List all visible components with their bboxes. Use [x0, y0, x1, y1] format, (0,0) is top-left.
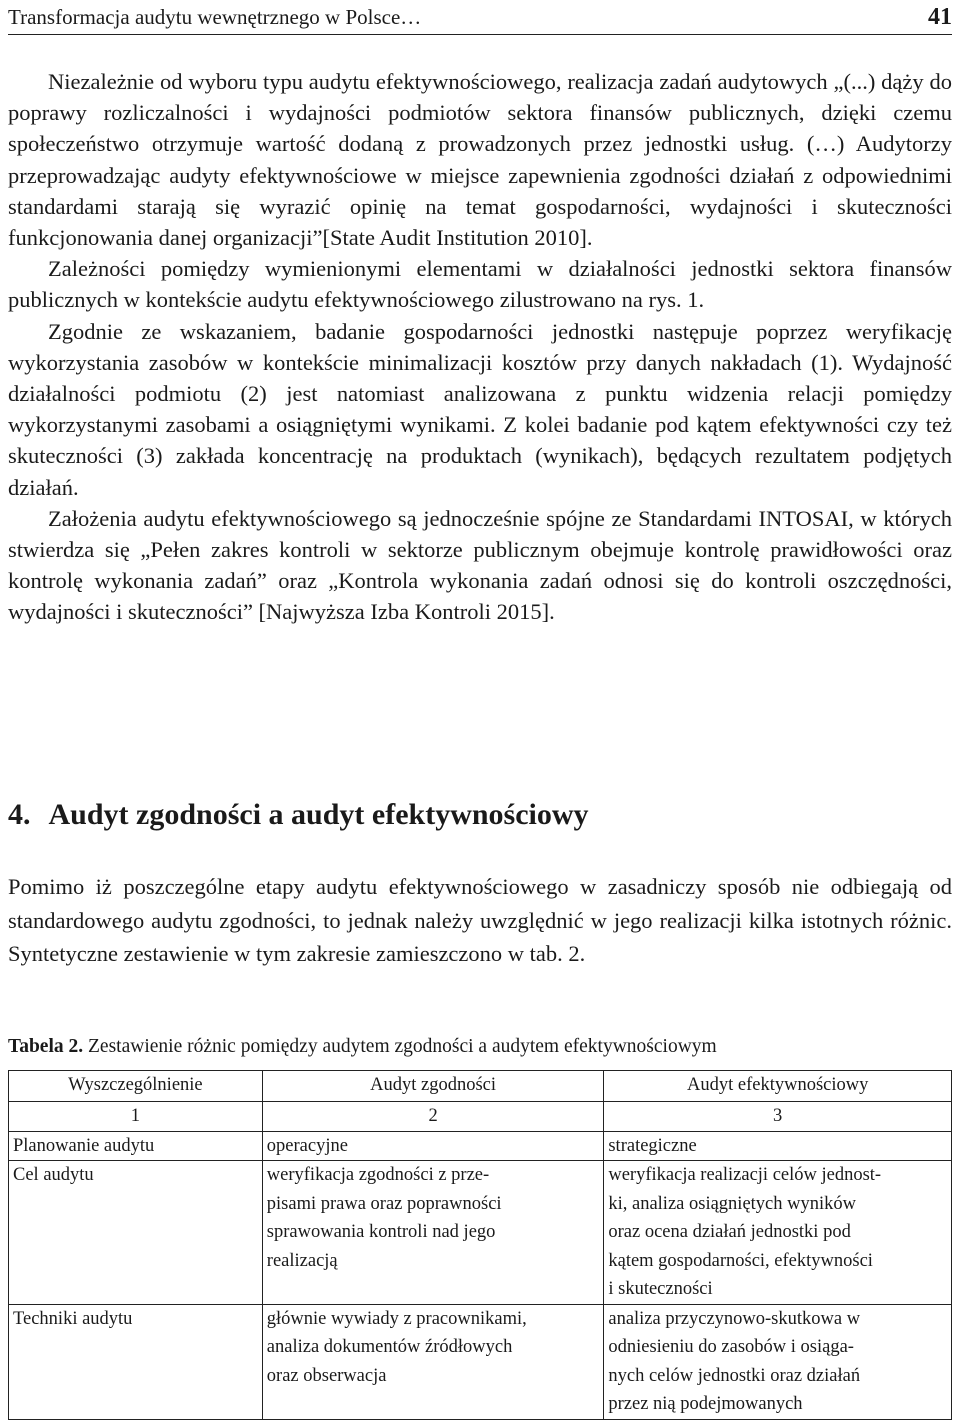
cell-line: oraz ocena działań jednostki pod	[608, 1222, 851, 1242]
row-label: Techniki audytu	[9, 1304, 263, 1419]
section-title: Audyt zgodności a audyt efektywnościowy	[48, 798, 589, 831]
cell-line: operacyjne	[266, 1135, 348, 1156]
table-caption-text: Zestawienie różnic pomiędzy audytem zgodności a audytem efektywnościowym	[88, 1036, 717, 1057]
table-column-number-row	[9, 1102, 952, 1132]
header-cell-description: Wyszczególnienie	[9, 1071, 263, 1102]
section-paragraph: Pomimo iż poszczególne etapy audytu efektywnościowego w zasadniczy sposób nie odbiegają od standardowego audytu zgodności, to jednak należy uwzględnić w jego realizacji kilka istotnych różnic. Syntetyczne zestawienie w tym zakresie zamieszczono w tab. 2.	[8, 874, 952, 966]
comparison-table	[8, 1070, 952, 1420]
compliance-cell	[262, 1304, 604, 1419]
running-title: Transformacja audytu wewnętrznego w Polsce…	[8, 4, 422, 29]
paragraph-3: Zgodnie ze wskazaniem, badanie gospodarności jednostki następuje poprzez weryfikację wykorzystania zasobów w kontekście minimalizacji kosztów przy danych nakładach (1). Wydajność działalności podmiotu (2) jest natomiast analizowana z punktu widzenia relacji pomiędzy wykorzystanymi zasobami a osiągniętymi wynikami. Z kolei badanie pod kątem efektywności czy też skuteczności (3) zakłada koncentrację na produktach (wynikach), będących rezultatem podjętych działań.	[8, 318, 952, 500]
column-number: 2	[262, 1102, 604, 1132]
header-cell-performance: Audyt efektywnościowy	[604, 1071, 952, 1102]
cell-line: ki, analiza osiągniętych wyników	[608, 1193, 856, 1214]
performance-cell	[604, 1304, 952, 1419]
table-row	[9, 1131, 952, 1161]
page-number: 41	[928, 3, 952, 30]
cell-line: realizacją	[266, 1250, 338, 1271]
performance-cell	[604, 1131, 952, 1161]
section-number: 4.	[8, 798, 31, 831]
table-caption-label: Tabela 2.	[8, 1036, 84, 1057]
performance-cell	[604, 1161, 952, 1305]
compliance-cell	[262, 1161, 604, 1305]
table-caption	[8, 1036, 717, 1058]
table-row	[9, 1304, 952, 1419]
cell-line: analiza przyczynowo-skutkowa w	[608, 1308, 861, 1329]
running-header	[8, 0, 952, 35]
cell-line: weryfikacja realizacji celów jednost-	[608, 1165, 882, 1185]
row-label: Cel audytu	[9, 1161, 263, 1305]
table-row	[9, 1161, 952, 1305]
cell-line: odniesieniu do zasobów i osiąga-	[608, 1337, 854, 1357]
cell-line: pisami prawa oraz poprawności	[266, 1193, 502, 1214]
compliance-cell	[262, 1131, 604, 1161]
cell-line: analiza dokumentów źródłowych	[266, 1337, 513, 1357]
paragraph-2: Zależności pomiędzy wymienionymi elementami w działalności jednostki sektora finansów publicznych w kontekście audytu efektywnościowego zilustrowano na rys. 1.	[8, 256, 952, 313]
body-text	[8, 66, 952, 628]
cell-line: sprawowania kontroli nad jego	[266, 1222, 496, 1242]
cell-line: strategiczne	[608, 1135, 697, 1156]
cell-line: weryfikacja zgodności z prze-	[266, 1165, 490, 1185]
section-text	[8, 870, 952, 971]
column-number: 1	[9, 1102, 263, 1132]
table-header-row	[9, 1071, 952, 1102]
row-label: Planowanie audytu	[9, 1131, 263, 1161]
cell-line: przez nią podejmowanych	[608, 1394, 803, 1414]
cell-line: oraz obserwacja	[266, 1365, 387, 1386]
column-number: 3	[604, 1102, 952, 1132]
cell-line: głównie wywiady z pracownikami,	[266, 1308, 527, 1329]
cell-line: kątem gospodarności, efektywności	[608, 1250, 873, 1271]
paragraph-4: Założenia audytu efektywnościowego są jednocześnie spójne ze Standardami INTOSAI, w których stwierdza się „Pełen zakres kontroli w sektorze publicznym obejmuje kontrolę prawidłowości oraz kontrolę wykonania zadań” oraz „Kontrola wykonania zadań odnosi się do kontroli oszczędności, wydajności i skuteczności” [Najwyższa Izba Kontroli 2015].	[8, 505, 952, 625]
paragraph-1: Niezależnie od wyboru typu audytu efektywnościowego, realizacja zadań audytowych „(...) dąży do poprawy rozliczalności i wydajności podmiotów sektora finansów publicznych, dzięki czemu społeczeństwo otrzymuje wartość dodaną z prowadzonych przez jednostki usług. (…) Audytorzy przeprowadzając audyty efektywnościowe w miejsce zapewnienia zgodności działań z odpowiednimi standardami starają się wyrazić opinię na temat gospodarności, wydajności i skuteczności funkcjonowania danej organizacji”[State Audit Institution 2010].	[8, 69, 952, 251]
cell-line: i skuteczności	[608, 1279, 713, 1299]
cell-line: nych celów jednostki oraz działań	[608, 1365, 861, 1386]
header-cell-compliance: Audyt zgodności	[262, 1071, 604, 1102]
section-heading	[8, 798, 589, 832]
